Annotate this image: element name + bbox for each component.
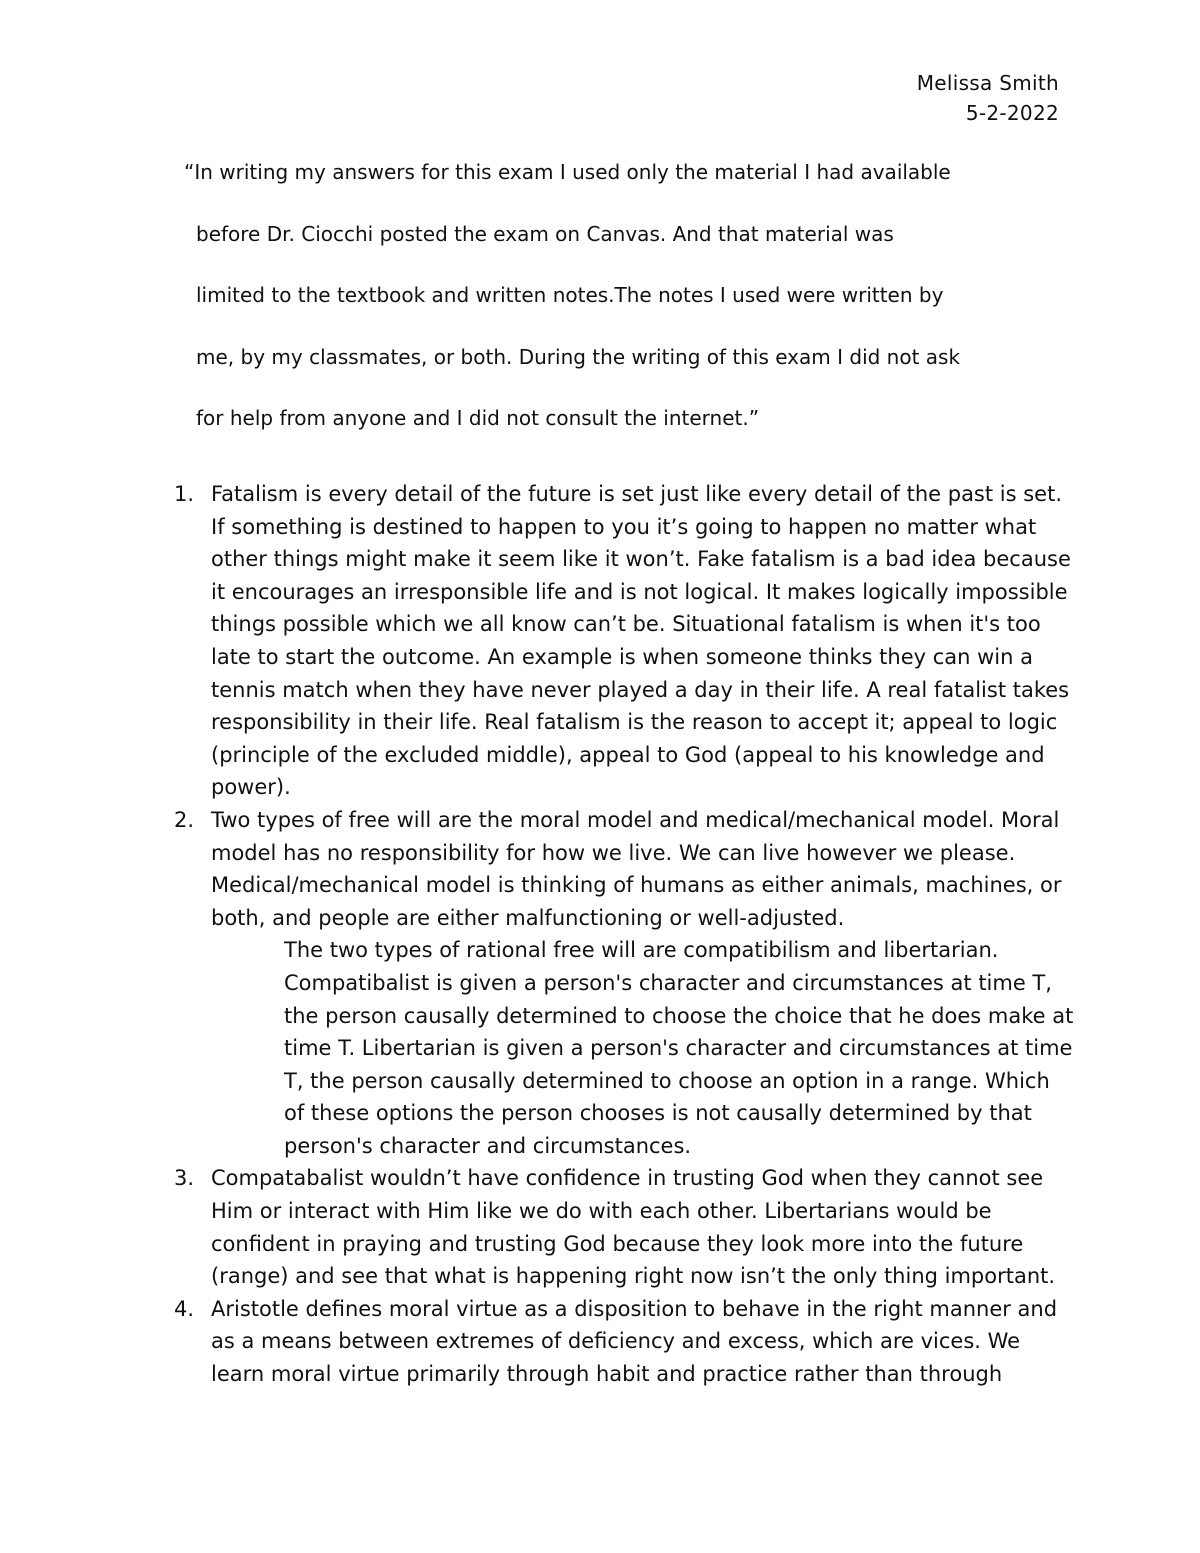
answer-line: responsibility in their life. Real fatalism is the reason to accept it; appeal to logic <box>211 710 1058 735</box>
answer-number: 2. <box>174 807 195 832</box>
statement-line: “In writing my answers for this exam I used only the material I had available <box>184 160 951 184</box>
answer-line: Fatalism is every detail of the future is set just like every detail of the past is set. <box>211 482 1063 506</box>
answer-item-3 <box>164 1162 1064 1292</box>
answer-item-4 <box>164 1293 1064 1391</box>
answer-line: tennis match when they have never played a day in their life. A real fatalist takes <box>211 677 1070 702</box>
answer-line: power). <box>211 775 291 800</box>
document-date: 5-2-2022 <box>965 101 1059 125</box>
answer-line: Aristotle defines moral virtue as a disposition to behave in the right manner and <box>211 1296 1058 1321</box>
answer-line: as a means between extremes of deficiency and excess, which are vices. We <box>211 1329 1021 1354</box>
answer-line: person's character and circumstances. <box>284 1133 692 1158</box>
answer-line: confident in praying and trusting God because they look more into the future <box>211 1231 1024 1256</box>
answer-line: The two types of rational free will are compatibilism and libertarian. <box>284 938 999 963</box>
answer-line: Compatibalist is given a person's character and circumstances at time T, <box>284 970 1052 995</box>
statement-line: before Dr. Ciocchi posted the exam on Canvas. And that material was <box>196 221 894 246</box>
answer-line: other things might make it seem like it won’t. Fake fatalism is a bad idea because <box>211 547 1071 572</box>
answer-line: Him or interact with Him like we do with each other. Libertarians would be <box>211 1199 992 1224</box>
statement-line: me, by my classmates, or both. During the writing of this exam I did not ask <box>196 344 961 369</box>
answer-number: 4. <box>174 1296 195 1321</box>
answer-number: 1. <box>174 482 195 506</box>
answer-line: T, the person causally determined to choose an option in a range. Which <box>284 1068 1050 1093</box>
answer-number: 3. <box>174 1166 195 1191</box>
answer-line: things possible which we all know can’t be. Situational fatalism is when it's too <box>211 612 1041 637</box>
answer-line: the person causally determined to choose the choice that he does make at <box>284 1003 1074 1028</box>
honor-statement <box>184 142 1076 450</box>
author-name: Melissa Smith <box>916 71 1059 95</box>
answer-line: of these options the person chooses is not causally determined by that <box>284 1101 1032 1126</box>
answer-line: late to start the outcome. An example is when someone thinks they can win a <box>211 644 1033 669</box>
answer-line: time T. Libertarian is given a person's character and circumstances at time <box>284 1036 1073 1061</box>
indented-paragraph <box>211 934 1074 1162</box>
answer-item-2 <box>164 804 1074 1163</box>
answer-line: learn moral virtue primarily through habit and practice rather than through <box>211 1362 1003 1387</box>
statement-line: for help from anyone and I did not consult the internet.” <box>196 406 760 430</box>
answer-item-1 <box>164 478 1071 804</box>
answer-line: Medical/mechanical model is thinking of humans as either animals, machines, or <box>211 873 1062 898</box>
header-block <box>917 68 1059 128</box>
answer-line: Two types of free will are the moral model and medical/mechanical model. Moral <box>211 807 1060 832</box>
answer-line: both, and people are either malfunctioning or well-adjusted. <box>211 905 845 930</box>
answer-line: (range) and see that what is happening right now isn’t the only thing important. <box>211 1264 1056 1289</box>
answer-line: model has no responsibility for how we live. We can live however we please. <box>211 840 1016 865</box>
answer-line: it encourages an irresponsible life and is not logical. It makes logically impossible <box>211 579 1068 604</box>
answer-line: If something is destined to happen to you it’s going to happen no matter what <box>211 514 1037 539</box>
statement-line: limited to the textbook and written notes.The notes I used were written by <box>196 283 944 307</box>
answer-line: Compatabalist wouldn’t have confidence in trusting God when they cannot see <box>211 1166 1044 1191</box>
answer-list <box>164 478 1074 1391</box>
answer-line: (principle of the excluded middle), appeal to God (appeal to his knowledge and <box>211 742 1045 767</box>
